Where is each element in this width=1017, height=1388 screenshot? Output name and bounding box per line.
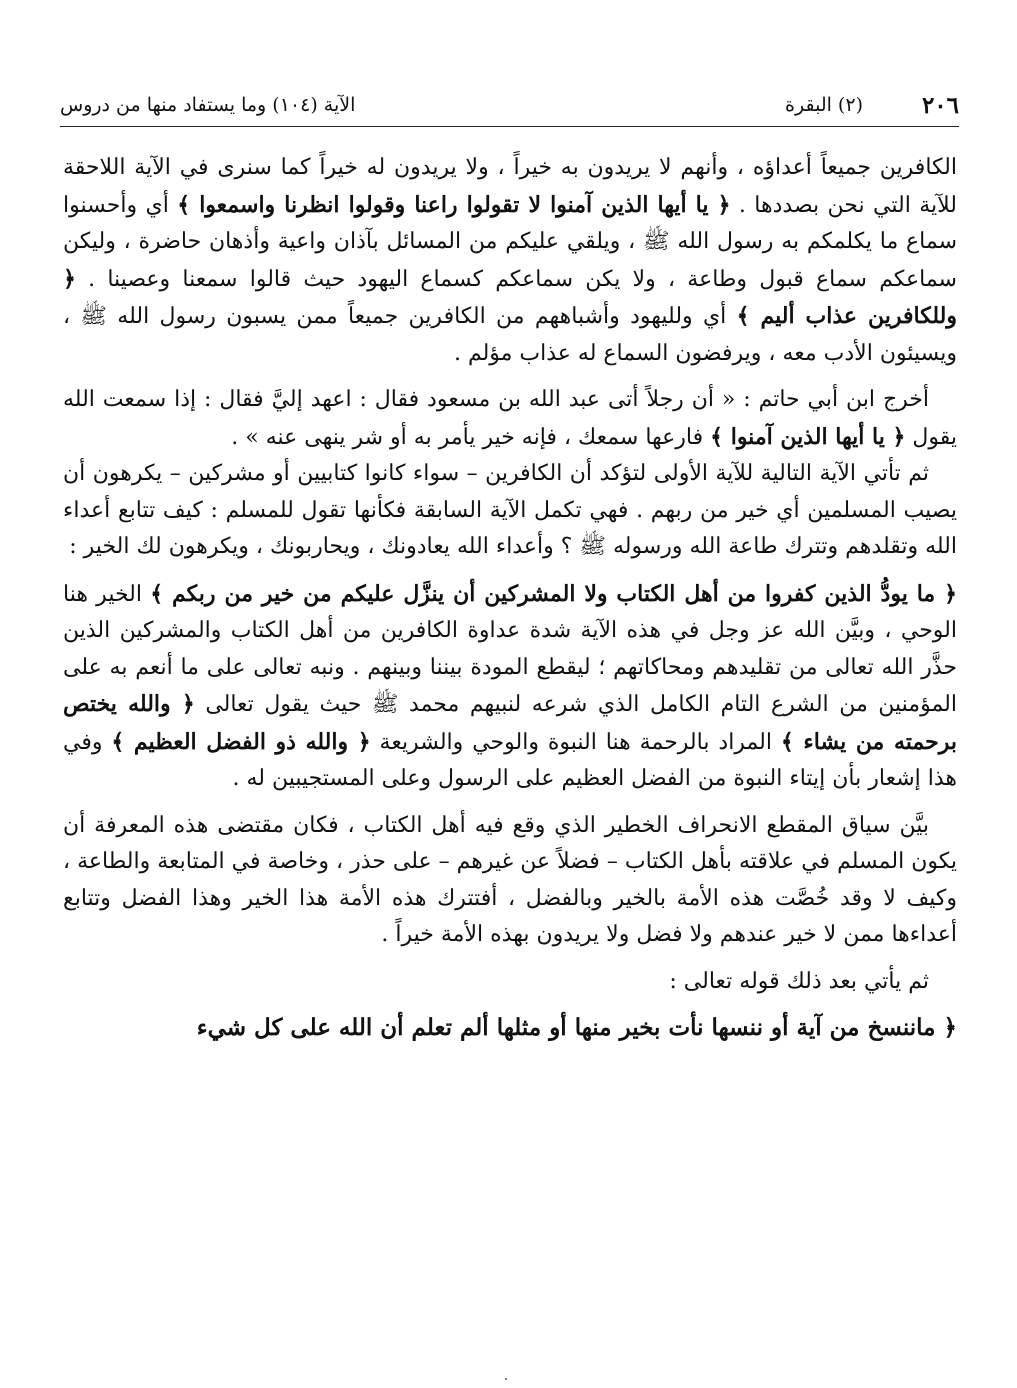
quran-verse: ﴿ والله يختص برحمته من يشاء ﴾ (63, 691, 957, 755)
running-header (60, 92, 959, 127)
section-title: الآية (١٠٤) وما يستفاد منها من دروس (60, 94, 356, 116)
paragraph-4 (63, 576, 957, 798)
paragraph-3 (63, 456, 957, 566)
quran-verse: ﴿ ما يودُّ الذين كفروا من أهل الكتاب ولا المشركين أن ينزَّل عليكم من خير من ربكم ﴾ (150, 580, 957, 607)
paragraph-5 (63, 808, 957, 954)
print-speck (505, 1378, 507, 1380)
text-segment: بيَّن سياق المقطع الانحراف الخطير الذي وقع فيه أهل الكتاب ، فكان مقتضى هذه المعرفة أن يكون المسلم في علاقته بأهل الكتاب – فضلاً عن غيرهم – على حذر ، وخاصة في المتابعة والطاعة ، وكيف لا وقد خُصَّت هذه الأمة بالخير وبالفضل ، أفتترك هذه الأمة هذا الخير وهذا الفضل وتتابع أعداءها ممن لا خير عندهم ولا فضل ولا يريدون بهذه الأمة خيراً . (63, 812, 957, 947)
paragraph-6 (63, 964, 957, 1001)
paragraph-2 (63, 382, 957, 456)
paragraph-1 (63, 150, 957, 372)
text-segment: الكافرين جميعاً أعداؤه ، وأنهم لا يريدون به خيراً ، ولا يريدون له خيراً كما سنرى في الآية اللاحقة للآية التي نحن بصددها . (63, 155, 957, 218)
text-segment: الخير هنا الوحي ، وبيَّن الله عز وجل في هذه الآية شدة عداوة الكافرين من أهل الكتاب والمشركين الذين حذَّر الله تعالى من تقليدهم ومحاكاتهم ؛ ليقطع المودة بيننا وبينهم . ونبه تعالى على ما أنعم به على المؤمنين من الشرع التام الكامل الذي شرعه لنبيهم محمد ﷺ حيث يقول تعالى (63, 581, 957, 717)
text-segment: ثم تأتي الآية التالية للآية الأولى لتؤكد أن الكافرين – سواء كانوا كتابيين أو مشركين – يكرهون أن يصيب المسلمين أي خير من ربهم . فهي تكمل الآية السابقة فكأنها تقول للمسلم : كيف تتابع أعداء الله وتقلدهم وتترك طاعة الله ورسوله ﷺ ؟ وأعداء الله يعادونك ، ويحاربونك ، ويكرهون لك الخير : (63, 461, 957, 559)
quran-verse: ﴿ والله ذو الفضل العظيم ﴾ (111, 728, 371, 755)
surah-name: (٢) البقرة (785, 94, 863, 116)
text-segment: ثم يأتي بعد ذلك قوله تعالى : (669, 968, 929, 994)
quran-verse: ﴿ يا أيها الذين آمنوا ﴾ (710, 423, 906, 450)
text-segment: أي ولليهود وأشباههم من الكافرين جميعاً ممن يسبون رسول الله ﷺ ، ويسيئون الأدب معه ، ويرفضون السماع له عذاب مؤلم . (63, 304, 957, 366)
text-segment: أخرج ابن أبي حاتم : « أن رجلاً أتى عبد الله بن مسعود فقال : اعهد إليَّ فقال : إذا سمعت الله يقول (63, 387, 957, 450)
text-segment: فارعها سمعك ، فإنه خير يأمر به أو شر ينهى عنه » . (231, 424, 711, 450)
quran-verse: ﴿ وللكافرين عذاب أليم ﴾ (63, 265, 958, 329)
paragraph-7 (63, 1010, 957, 1047)
page-number: ٢٠٦ (921, 92, 959, 119)
text-segment: المراد بالرحمة هنا النبوة والوحي والشريعة (370, 729, 781, 755)
text-segment: أي وأحسنوا سماع ما يكلمكم به رسول الله ﷺ ، ويلقي عليكم من المسائل بآذان واعية وأذهان حاضرة ، وليكن سماعكم سماع قبول وطاعة ، ولا يكن سماعكم كسماع اليهود حيث قالوا سمعنا وعصينا . (63, 192, 957, 292)
page-body (63, 150, 957, 1047)
text-segment: وفي هذا إشعار بأن إيتاء النبوة من الفضل العظيم على الرسول وعلى المستجيبين له . (63, 729, 957, 791)
quran-verse: ﴿ يا أيها الذين آمنوا لا تقولوا راعنا وقولوا انظرنا واسمعوا ﴾ (177, 191, 731, 218)
quran-verse: ﴿ ماننسخ من آية أو ننسها نأت بخير منها أو مثلها ألم تعلم أن الله على كل شيء (196, 1014, 957, 1041)
